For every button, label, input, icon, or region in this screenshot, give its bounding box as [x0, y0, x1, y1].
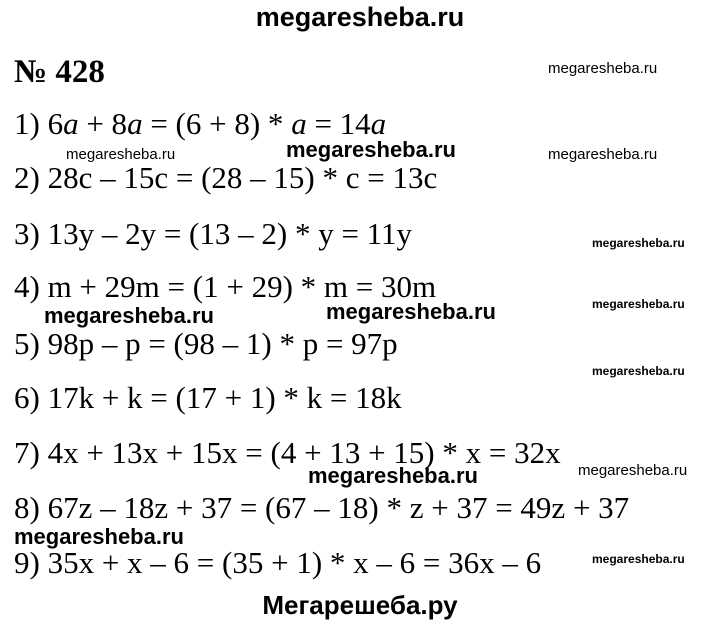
watermark: megaresheba.ru — [592, 552, 685, 566]
solution-line-3: 3) 13y – 2y = (13 – 2) * y = 11y — [14, 216, 413, 251]
watermark: megaresheba.ru — [326, 299, 496, 324]
solution-line-5: 5) 98p – p = (98 – 1) * p = 97p — [14, 326, 398, 361]
watermark: megaresheba.ru — [286, 137, 456, 162]
line-text: 1) 6 — [14, 106, 64, 141]
watermark: megaresheba.ru — [592, 297, 685, 311]
solution-line-8: 8) 67z – 18z + 37 = (67 – 18) * z + 37 = 49z + 37 — [14, 490, 630, 525]
solution-line-2: 2) 28c – 15c = (28 – 15) * c = 13c — [14, 160, 438, 195]
watermark: megaresheba.ru — [578, 462, 688, 479]
watermark: megaresheba.ru — [592, 364, 685, 378]
watermark: megaresheba.ru — [592, 236, 685, 250]
watermark: megaresheba.ru — [66, 146, 176, 163]
variable-a: a — [63, 106, 79, 141]
watermark: megaresheba.ru — [548, 146, 658, 163]
variable-a: a — [370, 106, 387, 141]
watermark: megaresheba.ru — [14, 524, 184, 549]
line-text: + 8 — [78, 106, 128, 141]
line-text: = 14 — [306, 106, 371, 141]
watermark: megaresheba.ru — [548, 60, 658, 77]
watermark: megaresheba.ru — [308, 463, 478, 488]
variable-a: a — [127, 106, 143, 141]
site-footer: Мегарешеба.ру — [262, 590, 458, 620]
solution-line-4: 4) m + 29m = (1 + 29) * m = 30m — [14, 269, 437, 304]
solution-line-7: 7) 4x + 13x + 15x = (4 + 13 + 15) * x = 32x — [14, 435, 561, 470]
watermark: megaresheba.ru — [44, 303, 214, 328]
site-header: megaresheba.ru — [255, 2, 465, 32]
solution-line-9: 9) 35x + x – 6 = (35 + 1) * x – 6 = 36x – 6 — [14, 545, 542, 580]
problem-number: № 428 — [14, 54, 105, 90]
variable-a: a — [291, 106, 307, 141]
solution-line-6: 6) 17k + k = (17 + 1) * k = 18k — [14, 380, 402, 415]
line-text: = (6 + 8) * — [142, 106, 292, 141]
